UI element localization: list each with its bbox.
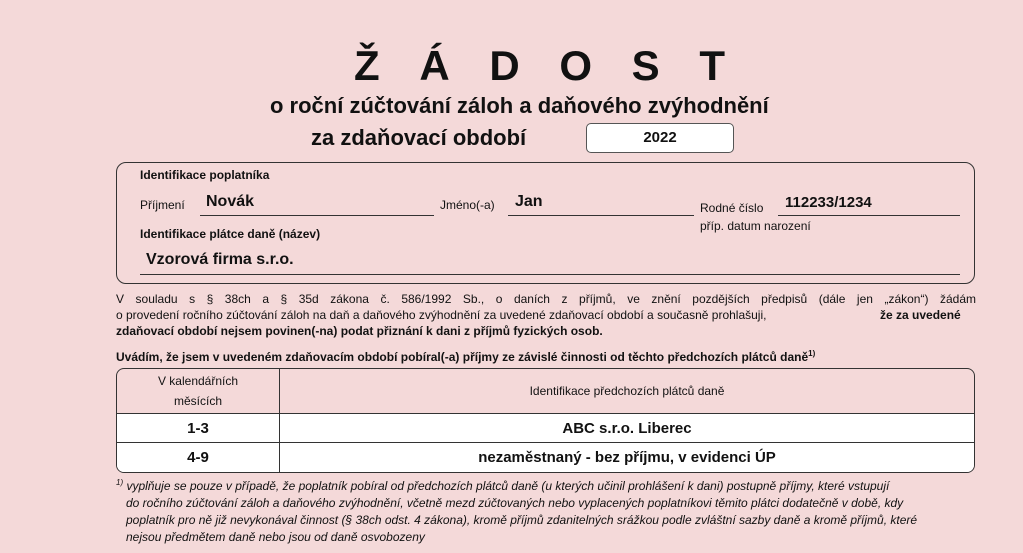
taxpayer-identification-heading: Identifikace poplatníka — [140, 168, 270, 182]
footnote-line-2: do ročního zúčtování záloh a daňového zvýhodnění, včetně mezd zúčtovaných nebo vyplacených poplatníkovi těmito plátci dodatečně v době, kdy — [126, 496, 904, 510]
declaration-line-2-bold: že za uvedené — [880, 308, 961, 322]
months-header-line-2: měsících — [173, 393, 222, 408]
previous-payers-statement — [116, 346, 976, 365]
tax-payer-name-field[interactable]: Vzorová firma s.r.o. — [140, 251, 960, 275]
payer-cell[interactable]: nezaměstnaný - bez příjmu, v evidenci ÚP — [280, 443, 975, 472]
footnote-line-4: nejsou předmětem daně nebo jsou od daně osvobozeny — [126, 530, 425, 544]
document-subtitle: o roční zúčtování záloh a daňového zvýhodnění — [270, 93, 769, 118]
declaration-line-1: V souladu s § 38ch a § 35d zákona č. 586/1992 Sb., o daních z příjmů, ve znění pozdějších předpisů (dále jen „zákon“) žádám — [116, 292, 976, 306]
document-title: Ž Á D O S T — [354, 42, 739, 89]
payer-cell[interactable]: ABC s.r.o. Liberec — [280, 413, 975, 442]
declaration-line-3: zdaňovací období nejsem povinen(-na) podat přiznání k dani z příjmů fyzických osob. — [116, 324, 603, 338]
first-name-label: Jméno(-a) — [440, 198, 495, 212]
tax-year-field[interactable]: 2022 — [586, 123, 734, 153]
birth-number-label: Rodné číslo — [700, 201, 764, 215]
declaration-line-2 — [116, 307, 976, 323]
footnote-line-1 — [116, 474, 986, 495]
birth-date-label: příp. datum narození — [700, 219, 811, 233]
footnote-marker: 1) — [808, 349, 816, 358]
tax-period-label: za zdaňovací období — [311, 125, 527, 150]
first-name-field[interactable]: Jan — [508, 193, 694, 216]
payer-column-header: Identifikace předchozích plátců daně — [280, 369, 975, 413]
surname-field[interactable]: Novák — [200, 193, 434, 216]
footnote-line-1-text: vyplňuje se pouze v případě, že poplatník pobíral od předchozích plátců daně (u kterých učinil prohlášení k dani) postupně příjmy, které vstupují — [126, 479, 890, 493]
surname-label: Příjmení — [140, 198, 185, 212]
footnote — [116, 474, 986, 546]
months-column-header — [117, 369, 280, 413]
months-header-line-1: V kalendářních — [157, 373, 239, 388]
previous-payers-table — [116, 368, 975, 473]
tax-payer-identification-label: Identifikace plátce daně (název) — [140, 227, 321, 241]
table-row — [117, 413, 974, 442]
table-header-row — [117, 369, 974, 413]
footnote-line-3: poplatník pro ně již nevykonával činnost (§ 38ch odst. 4 zákona), kromě příjmů zdanitelných srážkou podle zvláštní sazby daně a kromě příjmů, které — [126, 513, 918, 527]
birth-number-field[interactable]: 112233/1234 — [778, 194, 960, 216]
months-cell[interactable]: 4-9 — [117, 443, 280, 472]
declaration-line-2-text: o provedení ročního zúčtování záloh na daň a daňového zvýhodnění za uvedené zdaňovací období a současně prohlašuji, — [116, 308, 767, 322]
table-row — [117, 443, 974, 472]
months-cell[interactable]: 1-3 — [117, 413, 280, 442]
previous-payers-statement-text: Uvádím, že jsem v uvedeném zdaňovacím období pobíral(-a) příjmy ze závislé činnosti od těchto předchozích plátců daně — [116, 350, 809, 364]
footnote-number: 1) — [116, 478, 124, 487]
